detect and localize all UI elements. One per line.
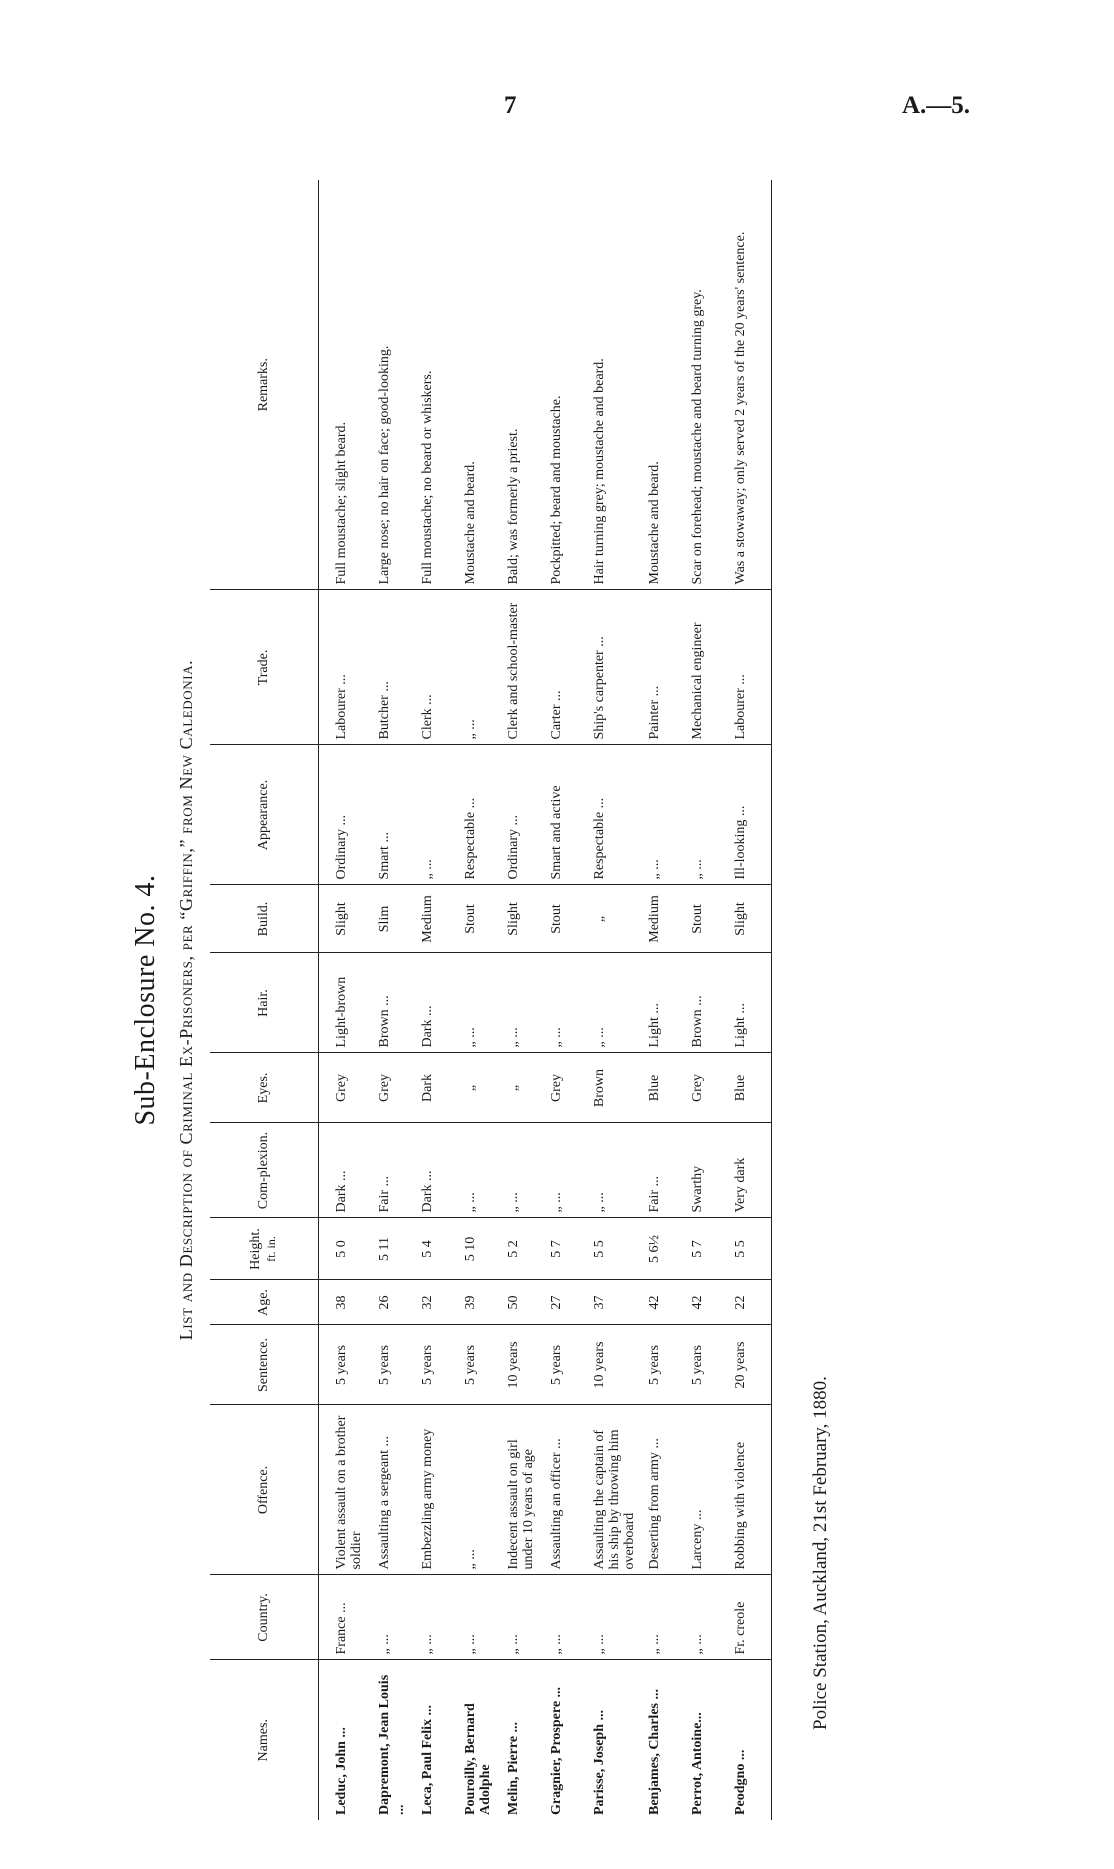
height-units: ft. in. (264, 1236, 278, 1262)
cell-build: Slight (329, 885, 372, 953)
cell-trade: Painter ... (642, 590, 685, 745)
cell-offence: Robbing with violence (728, 1405, 772, 1575)
cell-name: Perrot, Antoine... (690, 1712, 705, 1815)
cell-hair: „ ... (544, 953, 587, 1053)
table-row (415, 180, 458, 1820)
cell-sentence: 10 years (501, 1325, 544, 1405)
table-row (587, 180, 642, 1820)
cell-offence: Embezzling army money (415, 1405, 458, 1575)
cell-hair: „ ... (587, 953, 642, 1053)
cell-complexion: „ ... (544, 1123, 587, 1218)
cell-build: Medium (642, 885, 685, 953)
cell-eyes: Blue (728, 1053, 772, 1123)
cell-trade: Labourer ... (329, 590, 372, 745)
cell-sentence: 5 years (329, 1325, 372, 1405)
cell-sentence: 5 years (685, 1325, 728, 1405)
col-header-appearance: Appearance. (210, 745, 319, 885)
cell-hair: Brown ... (372, 953, 415, 1053)
cell-height: 5 11 (372, 1218, 415, 1280)
table-row (458, 180, 501, 1820)
cell-name: Leca, Paul Felix ... (420, 1704, 435, 1815)
cell-build: „ (587, 885, 642, 953)
cell-offence: „ ... (458, 1405, 501, 1575)
cell-hair: Light ... (728, 953, 772, 1053)
cell-height: 5 4 (415, 1218, 458, 1280)
cell-remarks: Full moustache; no beard or whiskers. (415, 180, 458, 590)
cell-build: Medium (415, 885, 458, 953)
cell-eyes: „ (501, 1053, 544, 1123)
cell-country: „ ... (544, 1575, 587, 1660)
cell-sentence: 20 years (728, 1325, 772, 1405)
cell-trade: „ ... (458, 590, 501, 745)
cell-complexion: „ ... (501, 1123, 544, 1218)
cell-hair: Brown ... (685, 953, 728, 1053)
page-number: 7 (504, 92, 517, 119)
cell-complexion: Swarthy (685, 1123, 728, 1218)
prisoner-table (210, 180, 772, 1820)
col-header-complexion: Com-plexion. (210, 1123, 319, 1218)
table-header-row (210, 180, 319, 1820)
table-row (642, 180, 685, 1820)
cell-offence: Indecent assault on girl under 10 years of age (501, 1405, 544, 1575)
table-row (372, 180, 415, 1820)
cell-name: Leduc, John ... (334, 1727, 349, 1815)
cell-complexion: Dark ... (329, 1123, 372, 1218)
cell-remarks: Full moustache; slight beard. (329, 180, 372, 590)
cell-height: 5 0 (329, 1218, 372, 1280)
table-spacer-row (319, 180, 330, 1820)
cell-offence: Larceny ... (685, 1405, 728, 1575)
cell-trade: Clerk and school-master (501, 590, 544, 745)
cell-height: 5 10 (458, 1218, 501, 1280)
cell-remarks: Moustache and beard. (642, 180, 685, 590)
cell-remarks: Was a stowaway; only served 2 years of the 20 years' sentence. (728, 180, 772, 590)
cell-name: Melin, Pierre ... (506, 1721, 521, 1815)
cell-height: 5 2 (501, 1218, 544, 1280)
cell-appearance: „ ... (685, 745, 728, 885)
cell-appearance: Ill-looking ... (728, 745, 772, 885)
cell-hair: Dark ... (415, 953, 458, 1053)
cell-age: 42 (642, 1280, 685, 1325)
cell-complexion: Dark ... (415, 1123, 458, 1218)
cell-build: Stout (685, 885, 728, 953)
cell-name: Peodgno ... (728, 1660, 772, 1820)
cell-height: 5 6½ (642, 1218, 685, 1280)
cell-age: 50 (501, 1280, 544, 1325)
cell-age: 42 (685, 1280, 728, 1325)
cell-eyes: „ (458, 1053, 501, 1123)
cell-country: „ ... (372, 1575, 415, 1660)
col-header-hair: Hair. (210, 953, 319, 1053)
cell-appearance: Ordinary ... (329, 745, 372, 885)
cell-trade: Clerk ... (415, 590, 458, 745)
cell-eyes: Blue (642, 1053, 685, 1123)
cell-eyes: Brown (587, 1053, 642, 1123)
cell-remarks: Large nose; no hair on face; good-looking. (372, 180, 415, 590)
cell-age: 39 (458, 1280, 501, 1325)
cell-complexion: Very dark (728, 1123, 772, 1218)
cell-age: 26 (372, 1280, 415, 1325)
cell-eyes: Dark (415, 1053, 458, 1123)
table-row (329, 180, 372, 1820)
cell-country: „ ... (642, 1575, 685, 1660)
cell-build: Stout (458, 885, 501, 953)
cell-appearance: Smart ... (372, 745, 415, 885)
cell-eyes: Grey (372, 1053, 415, 1123)
table-row (728, 180, 772, 1820)
cell-complexion: „ ... (458, 1123, 501, 1218)
cell-height: 5 5 (587, 1218, 642, 1280)
cell-appearance: Respectable ... (587, 745, 642, 885)
cell-country: „ ... (587, 1575, 642, 1660)
cell-appearance: „ ... (642, 745, 685, 885)
cell-age: 27 (544, 1280, 587, 1325)
cell-country: „ ... (501, 1575, 544, 1660)
cell-sentence: 5 years (372, 1325, 415, 1405)
cell-trade: Mechanical engineer (685, 590, 728, 745)
cell-build: Slim (372, 885, 415, 953)
cell-name: Pouroilly, Bernard Adolphe (463, 1703, 493, 1815)
cell-eyes: Grey (544, 1053, 587, 1123)
cell-remarks: Bald; was formerly a priest. (501, 180, 544, 590)
cell-sentence: 5 years (458, 1325, 501, 1405)
signature-line: Police Station, Auckland, 21st February, 1880. (810, 1376, 831, 1730)
cell-appearance: Smart and active (544, 745, 587, 885)
cell-sentence: 5 years (544, 1325, 587, 1405)
table-row (685, 180, 728, 1820)
cell-hair: „ ... (501, 953, 544, 1053)
cell-offence: Violent assault on a brother soldier (329, 1405, 372, 1575)
cell-age: 22 (728, 1280, 772, 1325)
table-row (544, 180, 587, 1820)
cell-hair: „ ... (458, 953, 501, 1053)
page-title: Sub-Enclosure No. 4. (130, 874, 161, 1126)
cell-eyes: Grey (685, 1053, 728, 1123)
cell-country: „ ... (458, 1575, 501, 1660)
col-header-remarks: Remarks. (210, 180, 319, 590)
cell-name: Parisse, Joseph ... (592, 1710, 607, 1815)
cell-country: „ ... (415, 1575, 458, 1660)
rotated-register (130, 160, 1114, 1840)
cell-remarks: Moustache and beard. (458, 180, 501, 590)
cell-complexion: „ ... (587, 1123, 642, 1218)
cell-build: Stout (544, 885, 587, 953)
cell-offence: Assaulting a sergeant ... (372, 1405, 415, 1575)
document-reference: A.—5. (902, 92, 971, 119)
cell-remarks: Scar on forehead; moustache and beard turning grey. (685, 180, 728, 590)
cell-height: 5 7 (685, 1218, 728, 1280)
cell-remarks: Pockpitted; beard and moustache. (544, 180, 587, 590)
cell-offence: Assaulting the captain of his ship by throwing him overboard (587, 1405, 642, 1575)
cell-age: 38 (329, 1280, 372, 1325)
cell-complexion: Fair ... (642, 1123, 685, 1218)
cell-build: Slight (728, 885, 772, 953)
cell-appearance: Respectable ... (458, 745, 501, 885)
cell-country: Fr. creole (728, 1575, 772, 1660)
cell-sentence: 5 years (415, 1325, 458, 1405)
col-header-offence: Offence. (210, 1405, 319, 1575)
cell-name: Dapremont, Jean Louis ... (377, 1674, 407, 1815)
cell-complexion: Fair ... (372, 1123, 415, 1218)
cell-hair: Light-brown (329, 953, 372, 1053)
cell-build: Slight (501, 885, 544, 953)
cell-age: 37 (587, 1280, 642, 1325)
table-row (501, 180, 544, 1820)
cell-name: Benjames, Charles ... (647, 1689, 662, 1815)
cell-age: 32 (415, 1280, 458, 1325)
cell-eyes: Grey (329, 1053, 372, 1123)
cell-offence: Assaulting an officer ... (544, 1405, 587, 1575)
cell-remarks: Hair turning grey; moustache and beard. (587, 180, 642, 590)
col-header-country: Country. (210, 1575, 319, 1660)
col-header-eyes: Eyes. (210, 1053, 319, 1123)
cell-height: 5 7 (544, 1218, 587, 1280)
cell-appearance: „ ... (415, 745, 458, 885)
col-header-build: Build. (210, 885, 319, 953)
cell-name: Gragnier, Prospere ... (549, 1686, 564, 1815)
cell-height: 5 5 (728, 1218, 772, 1280)
col-header-names: Names. (210, 1660, 319, 1820)
cell-trade: Carter ... (544, 590, 587, 745)
cell-offence: Deserting from army ... (642, 1405, 685, 1575)
col-header-sentence: Sentence. (210, 1325, 319, 1405)
cell-country: „ ... (685, 1575, 728, 1660)
cell-hair: Light ... (642, 953, 685, 1053)
cell-sentence: 5 years (642, 1325, 685, 1405)
cell-sentence: 10 years (587, 1325, 642, 1405)
cell-trade: Butcher ... (372, 590, 415, 745)
cell-trade: Ship's carpenter ... (587, 590, 642, 745)
col-header-height: Height. ft. in. (210, 1218, 319, 1280)
page-subtitle: List and Description of Criminal Ex-Prisoners, per “Griffin,” from New Caledonia. (176, 659, 196, 1341)
cell-country: France ... (329, 1575, 372, 1660)
col-header-age: Age. (210, 1280, 319, 1325)
col-header-trade: Trade. (210, 590, 319, 745)
cell-trade: Labourer ... (728, 590, 772, 745)
cell-appearance: Ordinary ... (501, 745, 544, 885)
